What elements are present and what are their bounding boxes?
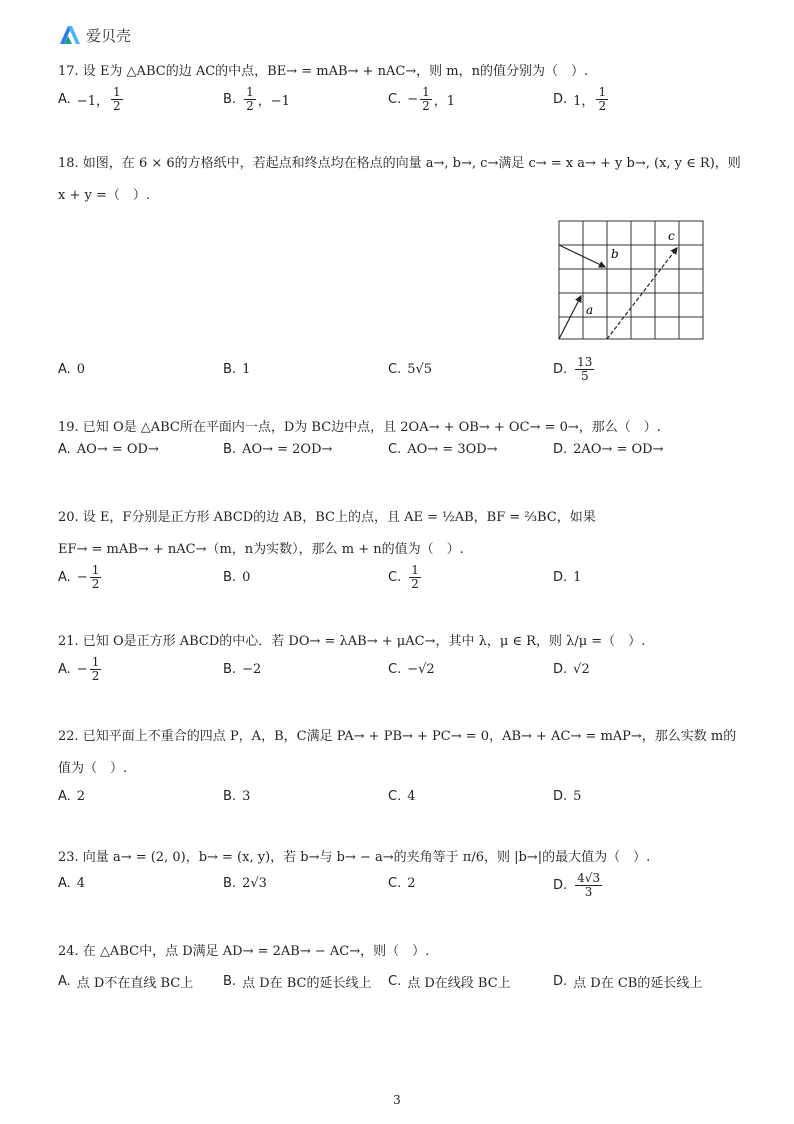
option-c[interactable]: C. AO→ = 3OD→	[388, 442, 498, 457]
option-b[interactable]: B. 3	[223, 789, 251, 804]
grid-figure	[558, 220, 704, 340]
options	[58, 356, 738, 390]
option-d[interactable]: D. 1	[553, 570, 582, 585]
option-c[interactable]: C. 4	[388, 789, 416, 804]
option-a[interactable]: A. AO→ = OD→	[58, 442, 159, 457]
question-24	[58, 942, 738, 996]
question-stem: 23. 向量 a→ = (2, 0)，b→ = (x, y)，若 b→与 b→ − a→的夹角等于 π/6，则 |b→|的最大值为（ ）.	[58, 850, 651, 865]
option-d[interactable]: D. $\frac{4√3}{3}$	[553, 871, 601, 899]
option-d[interactable]: D. 点 D在 CB的延长线上	[553, 974, 703, 991]
question-stem-cont: 值为（ ）.	[58, 761, 128, 776]
question-18-options	[58, 352, 738, 390]
vector-a-label: a	[586, 303, 594, 317]
vector-b-arrow	[559, 245, 605, 267]
option-b[interactable]: B. 0	[223, 570, 251, 585]
page-header	[58, 24, 131, 46]
option-b[interactable]: B. $\frac{1}{2}$ ，−1	[223, 85, 290, 113]
question-19	[58, 418, 738, 466]
aibeike-logo-icon	[58, 24, 82, 46]
option-b[interactable]: B. AO→ = 2OD→	[223, 442, 333, 457]
question-stem-cont: x + y =（ ）.	[58, 188, 150, 203]
question-21	[58, 632, 738, 690]
question-17	[58, 62, 738, 120]
option-c[interactable]: C. − $\frac{1}{2}$ ，1	[388, 85, 456, 113]
question-stem: 18. 如图，在 6 × 6的方格纸中，若起点和终点均在格点的向量 a→, b→, c→满足 c→ = x a→ + y b→, (x, y ∈ R)，则	[58, 156, 741, 171]
option-a[interactable]: A. − $\frac{1}{2}$	[58, 563, 100, 591]
option-a[interactable]: A. 2	[58, 789, 86, 804]
brand-name: 爱贝壳	[86, 26, 132, 45]
option-b[interactable]: B. 2√3	[223, 876, 267, 891]
options	[58, 872, 738, 906]
options	[58, 86, 738, 120]
option-a[interactable]: A. 点 D不在直线 BC上	[58, 974, 194, 991]
question-stem: 22. 已知平面上不重合的四点 P，A，B，C满足 PA→ + PB→ + PC→ = 0，AB→ + AC→ = mAP→，那么实数 m的	[58, 729, 737, 744]
question-20	[58, 508, 738, 598]
option-b[interactable]: B. 点 D在 BC的延长线上	[223, 974, 372, 991]
options	[58, 442, 738, 466]
option-b[interactable]: B. −2	[223, 662, 262, 677]
option-d[interactable]: D. 1， $\frac{1}{2}$	[553, 85, 607, 113]
question-stem: 19. 已知 O是 △ABC所在平面内一点，D为 BC边中点，且 2OA→ + OB→ + OC→ = 0→，那么（ ）.	[58, 420, 661, 435]
option-d[interactable]: D. √2	[553, 662, 590, 677]
option-c[interactable]: C. −√2	[388, 662, 435, 677]
option-c[interactable]: C. $\frac{1}{2}$	[388, 563, 419, 591]
option-c[interactable]: C. 点 D在线段 BC上	[388, 974, 511, 991]
question-23	[58, 848, 738, 906]
option-c[interactable]: C. 5√5	[388, 362, 433, 377]
option-d[interactable]: D. 5	[553, 789, 582, 804]
question-stem: 17. 设 E为 △ABC的边 AC的中点，BE→ = mAB→ + nAC→，则 m，n的值分别为（ ）.	[58, 64, 589, 79]
option-a[interactable]: A. 4	[58, 876, 86, 891]
option-a[interactable]: A. − $\frac{1}{2}$	[58, 655, 100, 683]
vector-c-label: c	[668, 229, 675, 243]
question-stem: 24. 在 △ABC中，点 D满足 AD→ = 2AB→ − AC→，则（ ）.	[58, 944, 430, 959]
options	[58, 564, 738, 598]
options	[58, 656, 738, 690]
question-stem: 20. 设 E，F分别是正方形 ABCD的边 AB，BC上的点，且 AE = ½AB，BF = ⅔BC，如果	[58, 510, 596, 525]
question-stem: 21. 已知 O是正方形 ABCD的中心．若 DO→ = λAB→ + μAC→，其中 λ，μ ∈ R，则 λ/μ =（ ）.	[58, 634, 646, 649]
options	[58, 972, 738, 996]
question-stem-cont: EF→ = mAB→ + nAC→（m，n为实数），那么 m + n的值为（ ）.	[58, 542, 464, 557]
page-number: 3	[393, 1093, 401, 1107]
option-c[interactable]: C. 2	[388, 876, 416, 891]
option-d[interactable]: D. $\frac{13}{5}$	[553, 355, 593, 383]
option-a[interactable]: A. −1， $\frac{1}{2}$	[58, 85, 121, 113]
option-b[interactable]: B. 1	[223, 362, 251, 377]
question-22	[58, 727, 738, 813]
question-18	[58, 154, 741, 206]
option-a[interactable]: A. 0	[58, 362, 86, 377]
vector-b-label: b	[611, 247, 619, 261]
options	[58, 789, 738, 813]
option-d[interactable]: D. 2AO→ = OD→	[553, 442, 664, 457]
